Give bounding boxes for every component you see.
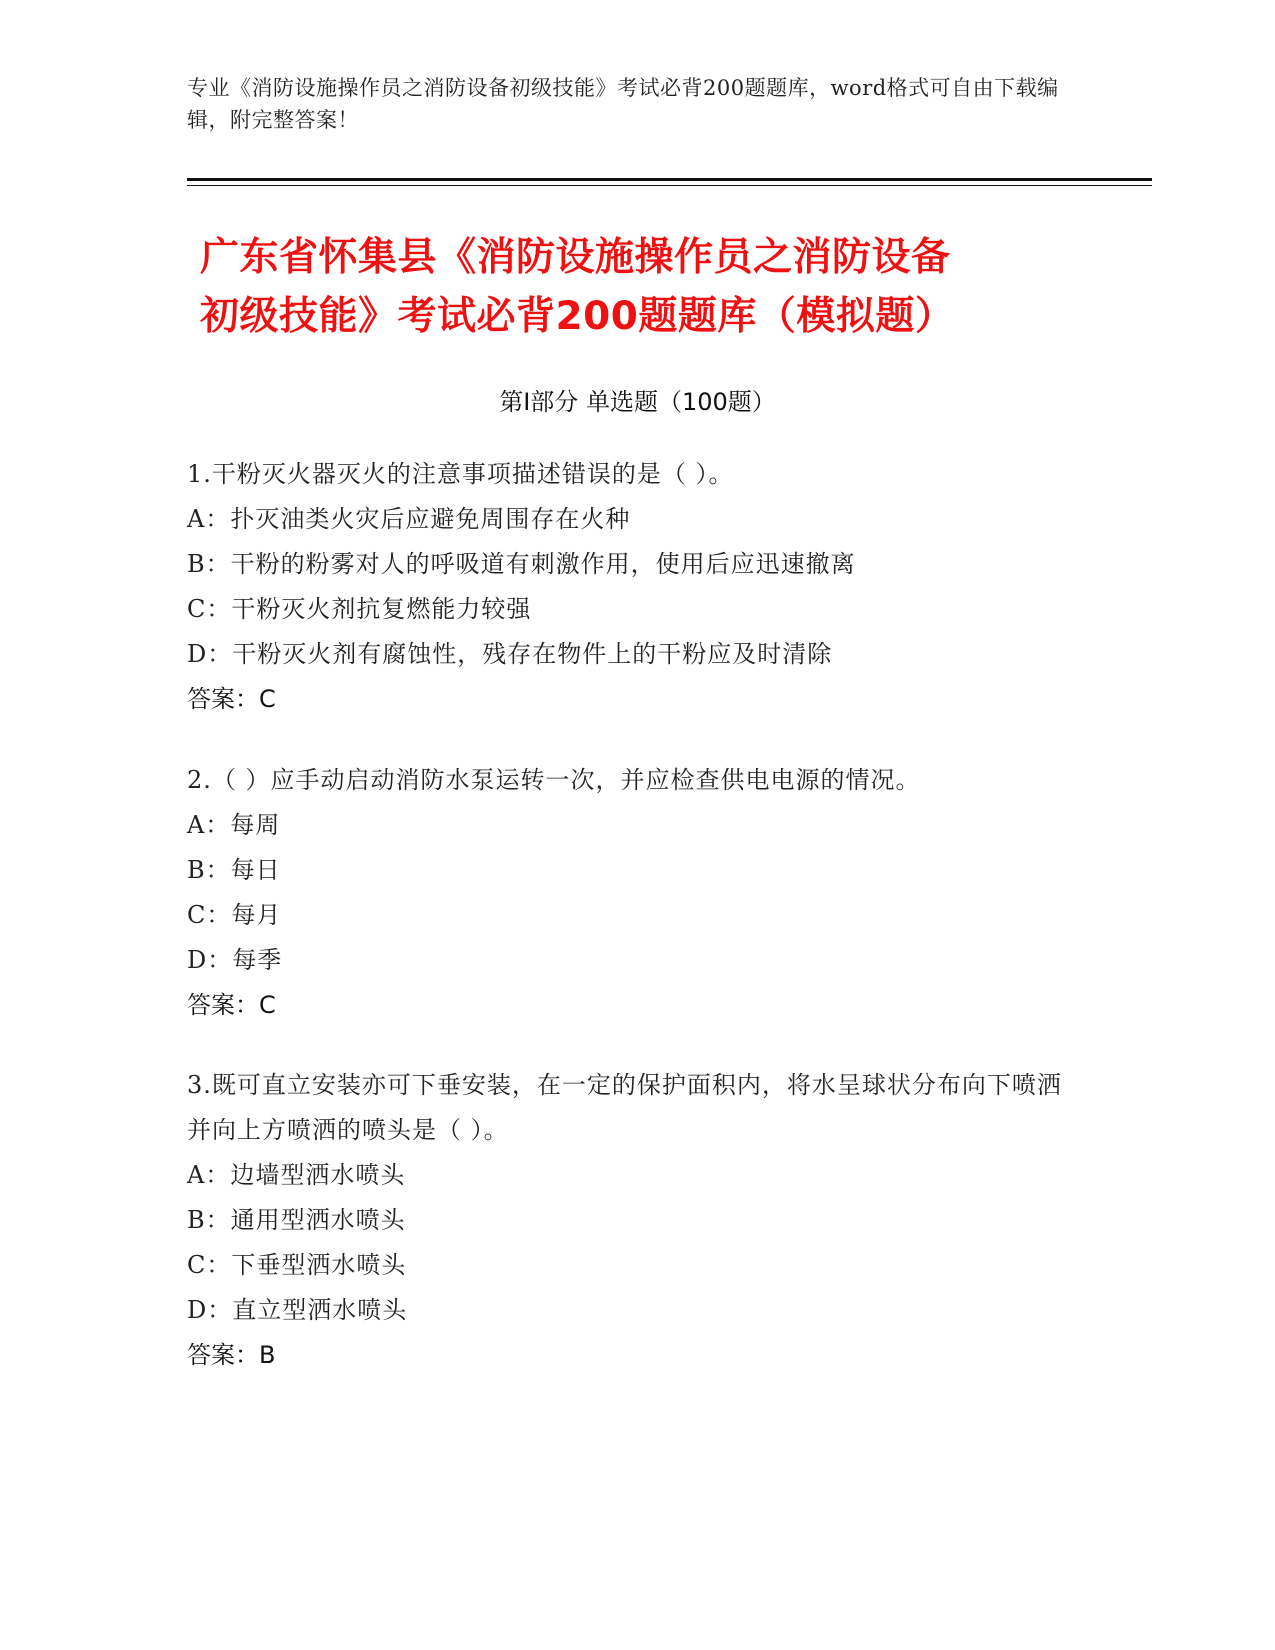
header-rule-thin [187, 185, 1152, 186]
option-b: B：通用型洒水喷头 [187, 1206, 406, 1234]
document-title-line-1: 广东省怀集县《消防设施操作员之消防设备 [200, 235, 951, 280]
question-stem: 2.（ ）应手动启动消防水泵运转一次，并应检查供电电源的情况。 [187, 766, 921, 794]
question-1 [187, 452, 1067, 722]
answer: 答案：C [187, 991, 276, 1019]
option-a: A：扑灭油类火灾后应避免周围存在火种 [187, 505, 631, 533]
document-title [200, 228, 1100, 346]
option-a: A：边墙型洒水喷头 [187, 1161, 406, 1189]
question-stem: 3.既可直立安装亦可下垂安装，在一定的保护面积内，将水呈球状分布向下喷洒并向上方喷洒的喷头是（ ）。 [187, 1071, 1062, 1144]
question-2 [187, 758, 1067, 1028]
option-d: D：直立型洒水喷头 [187, 1296, 408, 1324]
option-c: C：下垂型洒水喷头 [187, 1251, 407, 1279]
answer: 答案：B [187, 1341, 276, 1369]
answer: 答案：C [187, 685, 276, 713]
header-note: 专业《消防设施操作员之消防设备初级技能》考试必背200题题库，word格式可自由下载编辑，附完整答案！ [187, 76, 1059, 132]
question-stem: 1.干粉灭火器灭火的注意事项描述错误的是（ ）。 [187, 460, 734, 488]
option-a: A：每周 [187, 811, 281, 839]
option-d: D：干粉灭火剂有腐蚀性，残存在物件上的干粉应及时清除 [187, 640, 833, 668]
option-b: B：每日 [187, 856, 281, 884]
document-title-line-2: 初级技能》考试必背200题题库（模拟题） [200, 294, 955, 339]
option-d: D：每季 [187, 946, 283, 974]
header-rule-thick [187, 178, 1152, 181]
option-c: C：每月 [187, 901, 282, 929]
section-heading: 第Ⅰ部分 单选题（100题） [499, 388, 776, 416]
option-b: B：干粉的粉雾对人的呼吸道有刺激作用，使用后应迅速撤离 [187, 550, 856, 578]
question-3 [187, 1063, 1067, 1378]
option-c: C：干粉灭火剂抗复燃能力较强 [187, 595, 532, 623]
